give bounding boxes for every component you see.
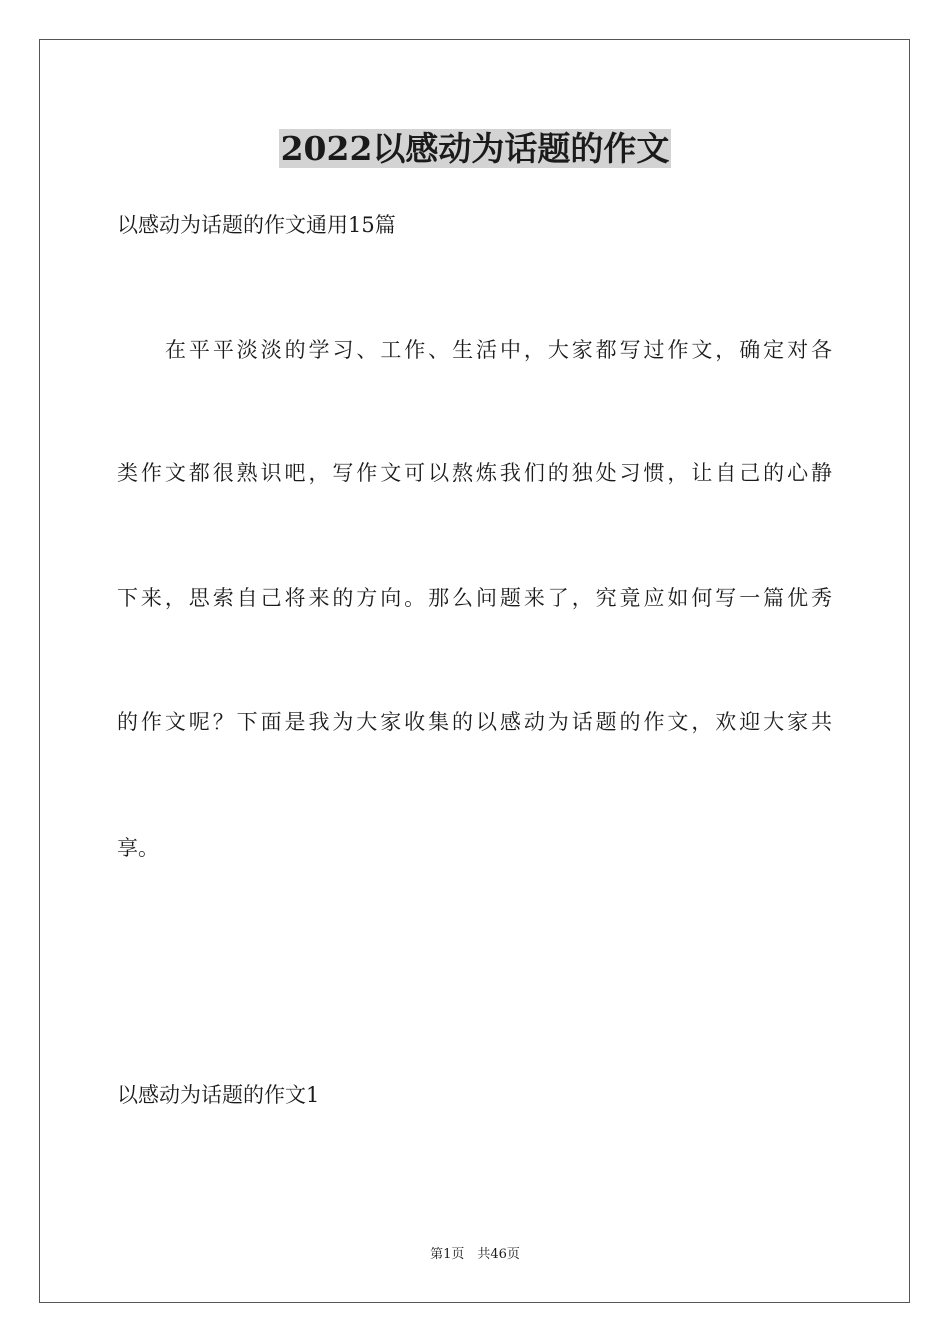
page-number-footer: 第1页 共46页 [430,1247,520,1262]
document-subtitle: 以感动为话题的作文通用15篇 [117,213,396,237]
intro-paragraph-line: 的作文呢？下面是我为大家收集的以感动为话题的作文，欢迎大家共 [117,710,832,734]
intro-paragraph-line: 在平平淡淡的学习、工作、生活中，大家都写过作文，确定对各 [165,338,832,362]
intro-paragraph-line: 下来，思索自己将来的方向。那么问题来了，究竟应如何写一篇优秀 [117,586,832,610]
document-title [0,125,950,173]
intro-paragraph-line: 享。 [117,836,159,860]
intro-paragraph-line: 类作文都很熟识吧，写作文可以熬炼我们的独处习惯，让自己的心静 [117,461,832,485]
document-title-text: 2022以感动为话题的作文 [280,129,670,168]
section-heading: 以感动为话题的作文1 [117,1083,320,1107]
